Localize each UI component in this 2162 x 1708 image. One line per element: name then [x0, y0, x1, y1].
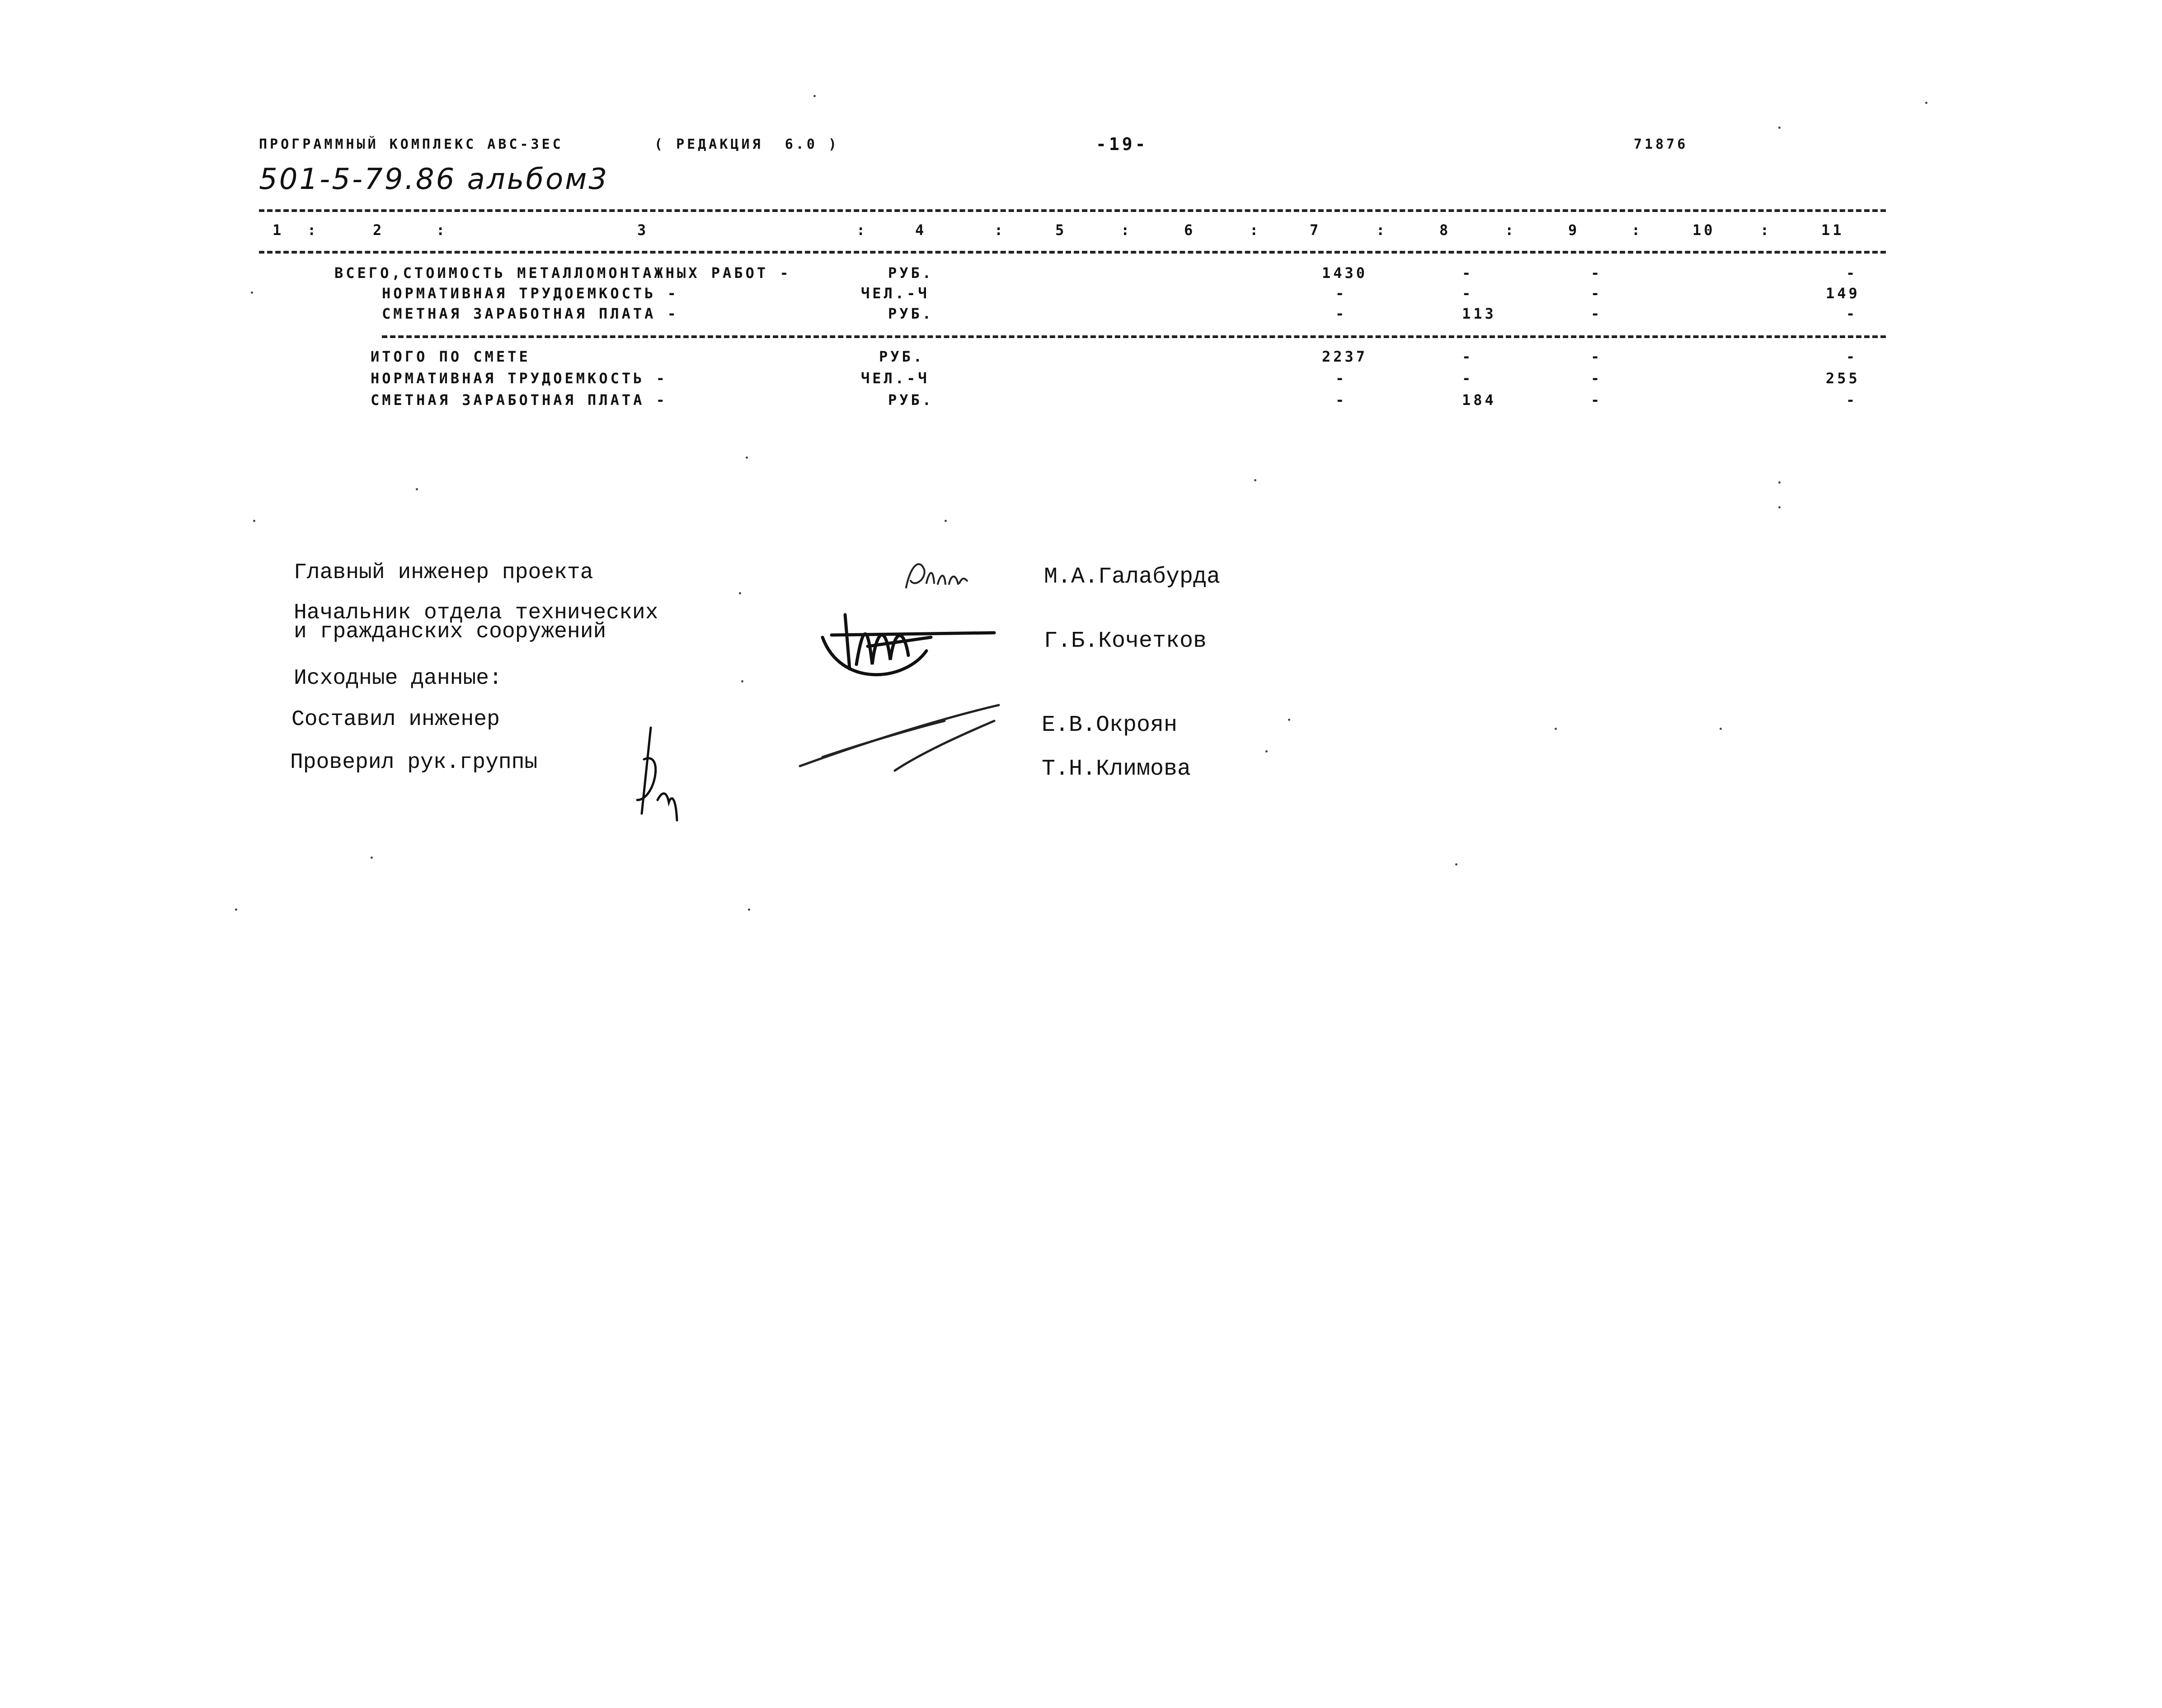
cell-c11: 149	[1826, 285, 1860, 302]
cell-c7: -	[1335, 285, 1347, 302]
col-separators: :	[856, 221, 868, 239]
unit: ЧЕЛ.-Ч	[861, 285, 930, 302]
col-separators: :	[1760, 221, 1772, 239]
scan-speck	[251, 292, 253, 294]
col-number: 2	[373, 221, 385, 239]
unit: РУБ.	[888, 391, 934, 409]
signature-role: Проверил рук.группы	[290, 750, 538, 775]
signature-name: Е.В.Окроян	[1042, 712, 1178, 738]
scan-speck	[741, 680, 743, 682]
cell-c7: -	[1335, 305, 1347, 322]
cell-c8: -	[1462, 264, 1474, 282]
cell-c9: -	[1591, 305, 1603, 322]
signature-role: Составил инженер	[291, 707, 500, 732]
col-number: 4	[915, 221, 927, 239]
cell-c9: -	[1591, 285, 1603, 302]
scan-speck	[235, 908, 237, 911]
edition-label: ( РЕДАКЦИЯ 6.0 )	[654, 136, 840, 152]
cell-c9: -	[1591, 391, 1603, 409]
scan-speck	[1265, 750, 1268, 753]
col-separators: :	[1250, 221, 1261, 239]
scan-speck	[416, 488, 418, 490]
row-label: СМЕТНАЯ ЗАРАБОТНАЯ ПЛАТА -	[371, 391, 667, 409]
signature-galaburda-icon	[902, 556, 969, 597]
signature-name: М.А.Галабурда	[1044, 564, 1221, 590]
col-number: 7	[1310, 221, 1321, 239]
scan-speck	[746, 456, 748, 459]
scan-speck	[813, 95, 816, 97]
page-number: -19-	[1096, 134, 1148, 154]
cell-c8: -	[1462, 370, 1474, 387]
scan-speck	[253, 520, 255, 522]
scan-speck	[739, 592, 741, 594]
unit: РУБ.	[888, 305, 934, 322]
row-label: НОРМАТИВНАЯ ТРУДОЕМКОСТЬ -	[382, 285, 679, 302]
unit: ЧЕЛ.-Ч	[861, 370, 930, 387]
document-number: 71876	[1634, 136, 1688, 152]
signature-role: Главный инженер проекта	[294, 560, 593, 585]
col-number: 1	[273, 221, 284, 239]
scan-speck	[748, 908, 750, 911]
scan-speck	[945, 520, 947, 522]
cell-c11: -	[1846, 391, 1858, 409]
cell-c7: 2237	[1322, 348, 1368, 365]
signature-okroyan-icon	[795, 703, 1003, 775]
signature-name: Т.Н.Климова	[1042, 756, 1191, 782]
row-label: ИТОГО ПО СМЕТЕ	[371, 348, 531, 365]
cell-c9: -	[1591, 348, 1603, 365]
col-separators: :	[1631, 221, 1643, 239]
row-label: СМЕТНАЯ ЗАРАБОТНАЯ ПЛАТА -	[382, 305, 679, 322]
scan-speck	[1254, 479, 1256, 481]
cell-c8: 184	[1462, 391, 1496, 409]
row-label: НОРМАТИВНАЯ ТРУДОЕМКОСТЬ -	[371, 370, 667, 387]
col-number: 3	[637, 221, 649, 239]
cell-c7: -	[1335, 391, 1347, 409]
section-rule	[382, 335, 1886, 338]
col-number: 6	[1184, 221, 1196, 239]
handwritten-reference: 501-5-79.86 альбом3	[259, 163, 609, 196]
scan-speck	[1455, 863, 1457, 866]
cell-c9: -	[1591, 370, 1603, 387]
cell-c7: 1430	[1322, 264, 1368, 282]
cell-c11: -	[1846, 305, 1858, 322]
col-number: 10	[1692, 221, 1716, 239]
cell-c11: -	[1846, 264, 1858, 282]
col-separators: :	[1376, 221, 1388, 239]
cell-c9: -	[1591, 264, 1603, 282]
signature-role: Начальник отдела технических и гражданских сооружений	[294, 601, 658, 644]
row-label: ВСЕГО,СТОИМОСТЬ МЕТАЛЛОМОНТАЖНЫХ РАБОТ -	[334, 264, 791, 282]
signature-name: Г.Б.Кочетков	[1044, 628, 1207, 654]
col-separators: :	[436, 221, 448, 239]
cell-c11: -	[1846, 348, 1858, 365]
unit: РУБ.	[879, 348, 925, 365]
scan-speck	[1555, 728, 1557, 730]
cell-c7: -	[1335, 370, 1347, 387]
col-separators: :	[1121, 221, 1133, 239]
cell-c11: 255	[1826, 370, 1860, 387]
scan-speck	[1778, 127, 1781, 129]
scan-speck	[1720, 728, 1722, 730]
cell-c8: 113	[1462, 305, 1496, 322]
scan-speck	[1288, 719, 1290, 721]
col-number: 8	[1439, 221, 1451, 239]
col-separators: :	[307, 221, 319, 239]
signature-klimova-icon	[624, 723, 687, 823]
program-title: ПРОГРАММНЫЙ КОМПЛЕКС АВС-ЗЕС	[259, 136, 564, 152]
signature-kochetkov-icon	[813, 597, 1003, 701]
cell-c8: -	[1462, 285, 1474, 302]
col-number: 9	[1568, 221, 1580, 239]
cell-c8: -	[1462, 348, 1474, 365]
scan-speck	[371, 856, 373, 859]
unit: РУБ.	[888, 264, 934, 282]
table-top-rule	[259, 209, 1886, 212]
col-number: 5	[1055, 221, 1067, 239]
col-separators: :	[1505, 221, 1517, 239]
header-bottom-rule	[259, 251, 1886, 254]
scan-speck	[1778, 481, 1781, 484]
col-number: 11	[1821, 221, 1844, 239]
signature-role: Исходные данные:	[294, 666, 502, 691]
scan-speck	[1925, 102, 1927, 104]
scan-speck	[1778, 506, 1781, 508]
col-separators: :	[994, 221, 1006, 239]
